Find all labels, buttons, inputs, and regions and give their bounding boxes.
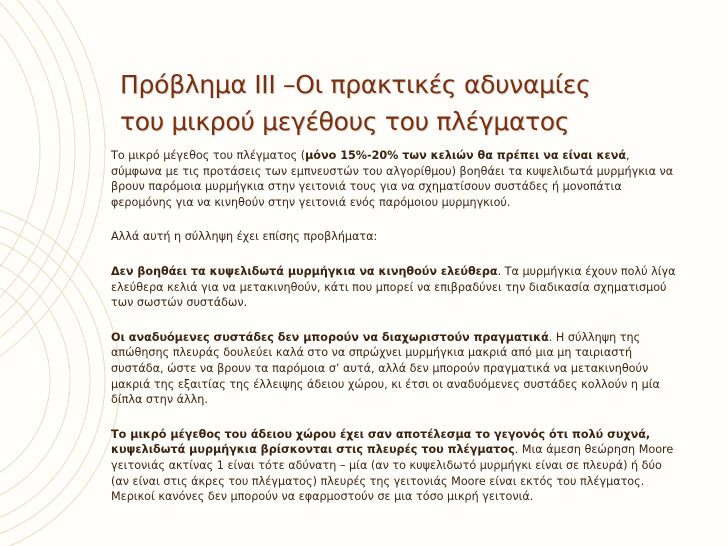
decorative-circles	[0, 0, 120, 546]
title-line-2: του μικρού μεγέθους του πλέγματος	[120, 107, 570, 136]
bold-run: Οι αναδυόμενες συστάδες δεν μπορούν να διαχωριστούν πραγματικά	[111, 330, 549, 344]
slide-body	[111, 148, 677, 524]
paragraph	[111, 229, 677, 245]
paragraph	[111, 148, 677, 210]
paragraph	[111, 330, 677, 408]
title-line-1: Πρόβλημα ΙΙΙ –Οι πρακτικές αδυναμίες	[120, 70, 591, 99]
slide-title	[120, 66, 680, 140]
bold-run: Το μικρό μέγεθος του άδειου χώρου έχει σαν αποτέλεσμα το γεγονός ότι πολύ συχνά, κυψελιδωτά μυρμήγκια βρίσκονται στις πλευρές του πλέγματος	[111, 427, 651, 457]
bold-run: μόνο 15%-20% των κελιών θα πρέπει να είναι κενά	[305, 149, 627, 162]
text-run: . Τα μυρμήγκια έχουν πολύ λίγα ελεύθερα κελιά για να μετακινηθούν, κάτι που μπορεί να επιβραδύνει την διαδικασία σχηματισμού των σωστών συστάδων.	[111, 264, 676, 310]
text-run: Το μικρό μέγεθος του πλέγματος (	[111, 149, 306, 162]
text-run: . Μια άμεση θεώρηση Moore γειτονιάς ακτίνας 1 είναι τότε αδύνατη – μία (αν το κυψελιδωτό μυρμήγκι είναι σε πλευρά) ή δύο (αν είναι στις άκρες του πλέγματος) πλευρές της γειτονιάς Moore είναι εκτός του πλέγματος. Μερικοί κανόνες δεν μπορούν να εφαρμοστούν σε μια τόσο μικρή γειτονιά.	[111, 443, 674, 504]
bold-run: Δεν βοηθάει τα κυψελιδωτά μυρμήγκια να κινηθούν ελεύθερα	[111, 264, 498, 278]
text-run: . Η σύλληψη της απώθησης πλευράς δουλεύει καλά στο να σπρώχνει μυρμήγκια μακριά από μια μη ταιριαστή συστάδα, ώστε να βρουν τα παρόμοια σ’ αυτά, αλλά δεν μπορούν πραγματικά να μετακινηθούν μακριά της εξαιτίας της έλλειψης άδειου χώρου, κι έτσι οι αναδυόμενες συστάδες κολλούν η μία δίπλα στην άλλη.	[111, 330, 660, 407]
text-run: , σύμφωνα με τις προτάσεις των εμπνευστών του αλγορίθμου) βοηθάει τα κυψελιδωτά μυρμήγκια να βρουν παρόμοια μυρμήγκια στην γειτονιά τους για να σχηματίσουν συστάδες ή μονοπάτια φερομόνης για να κινηθούν στην γειτονιά ενός παρόμοιου μυρμηγκιού.	[111, 149, 674, 209]
paragraph	[111, 427, 677, 505]
paragraph	[111, 264, 677, 311]
text-run: Αλλά αυτή η σύλληψη έχει επίσης προβλήματα:	[111, 230, 378, 244]
